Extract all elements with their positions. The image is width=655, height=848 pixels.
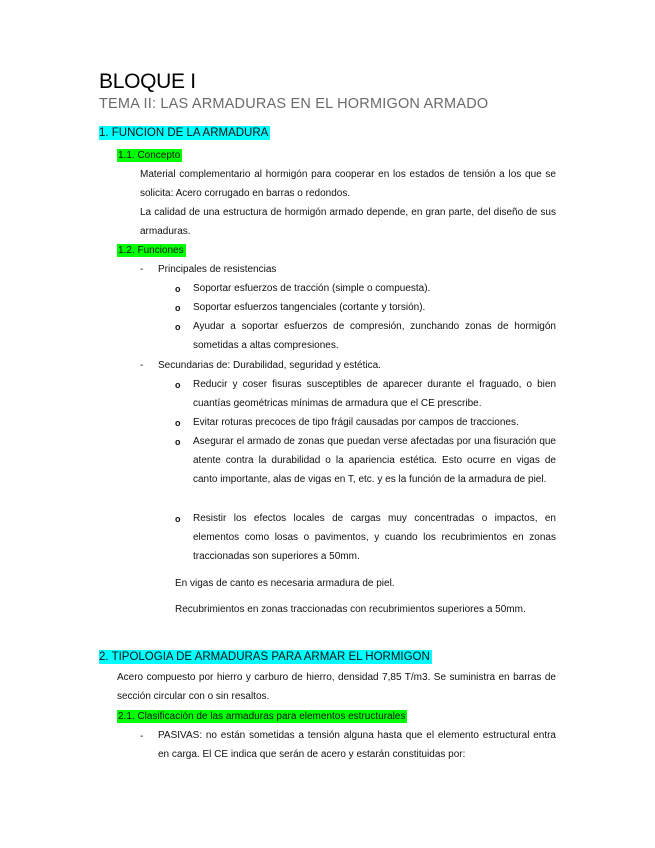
topic-title: TEMA II: LAS ARMADURAS EN EL HORMIGON ARMADO bbox=[99, 96, 489, 112]
note-vigas-canto: En vigas de canto es necesaria armadura de piel. bbox=[175, 578, 395, 589]
list-bullet: o bbox=[175, 322, 181, 332]
section-heading-2-text: 2. TIPOLOGIA DE ARMADURAS PARA ARMAR EL HORMIGON bbox=[99, 651, 430, 663]
list-item-bullet: Asegurar el armado de zonas que puedan verse afectadas por una fisuración que atente contra la durabilidad o la apariencia estética. Esto ocurre en vigas de canto importante, alas de vigas en T, etc. y es la función de la armadura de piel. bbox=[193, 436, 556, 485]
subsection-heading-1-2 bbox=[117, 245, 186, 256]
list-bullet: o bbox=[175, 418, 181, 428]
subsection-heading-1-1-text: 1.1. Concepto bbox=[118, 150, 181, 161]
paragraph-concepto-2: La calidad de una estructura de hormigón armado depende, en gran parte, del diseño de sus armaduras. bbox=[140, 207, 556, 237]
subsection-heading-1-1 bbox=[117, 150, 182, 161]
list-item-bullet: Soportar esfuerzos tangenciales (cortante y torsión). bbox=[193, 302, 426, 313]
list-bullet: o bbox=[175, 380, 181, 390]
list-item-bullet: Resistir los efectos locales de cargas muy concentradas o impactos, en elementos como losas o pavimentos, y cuando los recubrimientos en zonas traccionadas son superiores a 50mm. bbox=[193, 513, 556, 562]
paragraph-concepto-1: Material complementario al hormigón para cooperar en los estados de tensión a los que se solicita: Acero corrugado en barras o redondos. bbox=[140, 169, 556, 199]
subsection-heading-1-2-text: 1.2. Funciones bbox=[118, 245, 184, 256]
list-bullet: o bbox=[175, 514, 181, 524]
paragraph-acero: Acero compuesto por hierro y carburo de hierro, densidad 7,85 T/m3. Se suministra en barras de sección circular con o sin resaltos. bbox=[117, 672, 556, 702]
list-item-secundarias: Secundarias de: Durabilidad, seguridad y estética. bbox=[158, 360, 381, 371]
note-recubrimientos: Recubrimientos en zonas traccionadas con recubrimientos superiores a 50mm. bbox=[175, 604, 526, 615]
section-heading-2 bbox=[99, 651, 432, 663]
list-item-pasivas: PASIVAS: no están sometidas a tensión alguna hasta que el elemento estructural entra en carga. El CE indica que serán de acero y estarán constituidas por: bbox=[158, 730, 556, 760]
list-dash: - bbox=[140, 360, 144, 371]
list-item-bullet: Ayudar a soportar esfuerzos de compresión, zunchando zonas de hormigón sometidas a altas compresiones. bbox=[193, 321, 556, 351]
list-item-principales: Principales de resistencias bbox=[158, 264, 277, 275]
block-title: BLOQUE I bbox=[99, 70, 196, 93]
list-item-bullet: Evitar roturas precoces de tipo frágil causadas por campos de tracciones. bbox=[193, 417, 519, 428]
list-bullet: o bbox=[175, 303, 181, 313]
subsection-heading-2-1 bbox=[117, 711, 407, 722]
list-item-bullet: Reducir y coser fisuras susceptibles de aparecer durante el fraguado, o bien cuantías geométricas mínimas de armadura que el CE prescribe. bbox=[193, 379, 556, 409]
list-dash: - bbox=[140, 731, 144, 742]
list-dash: - bbox=[140, 264, 144, 275]
section-heading-1-text: 1. FUNCION DE LA ARMADURA bbox=[99, 127, 269, 139]
list-bullet: o bbox=[175, 437, 181, 447]
list-bullet: o bbox=[175, 284, 181, 294]
subsection-heading-2-1-text: 2.1. Clasificación de las armaduras para elementos estructurales bbox=[118, 711, 406, 722]
list-item-bullet: Soportar esfuerzos de tracción (simple o compuesta). bbox=[193, 283, 431, 294]
section-heading-1 bbox=[99, 127, 270, 139]
